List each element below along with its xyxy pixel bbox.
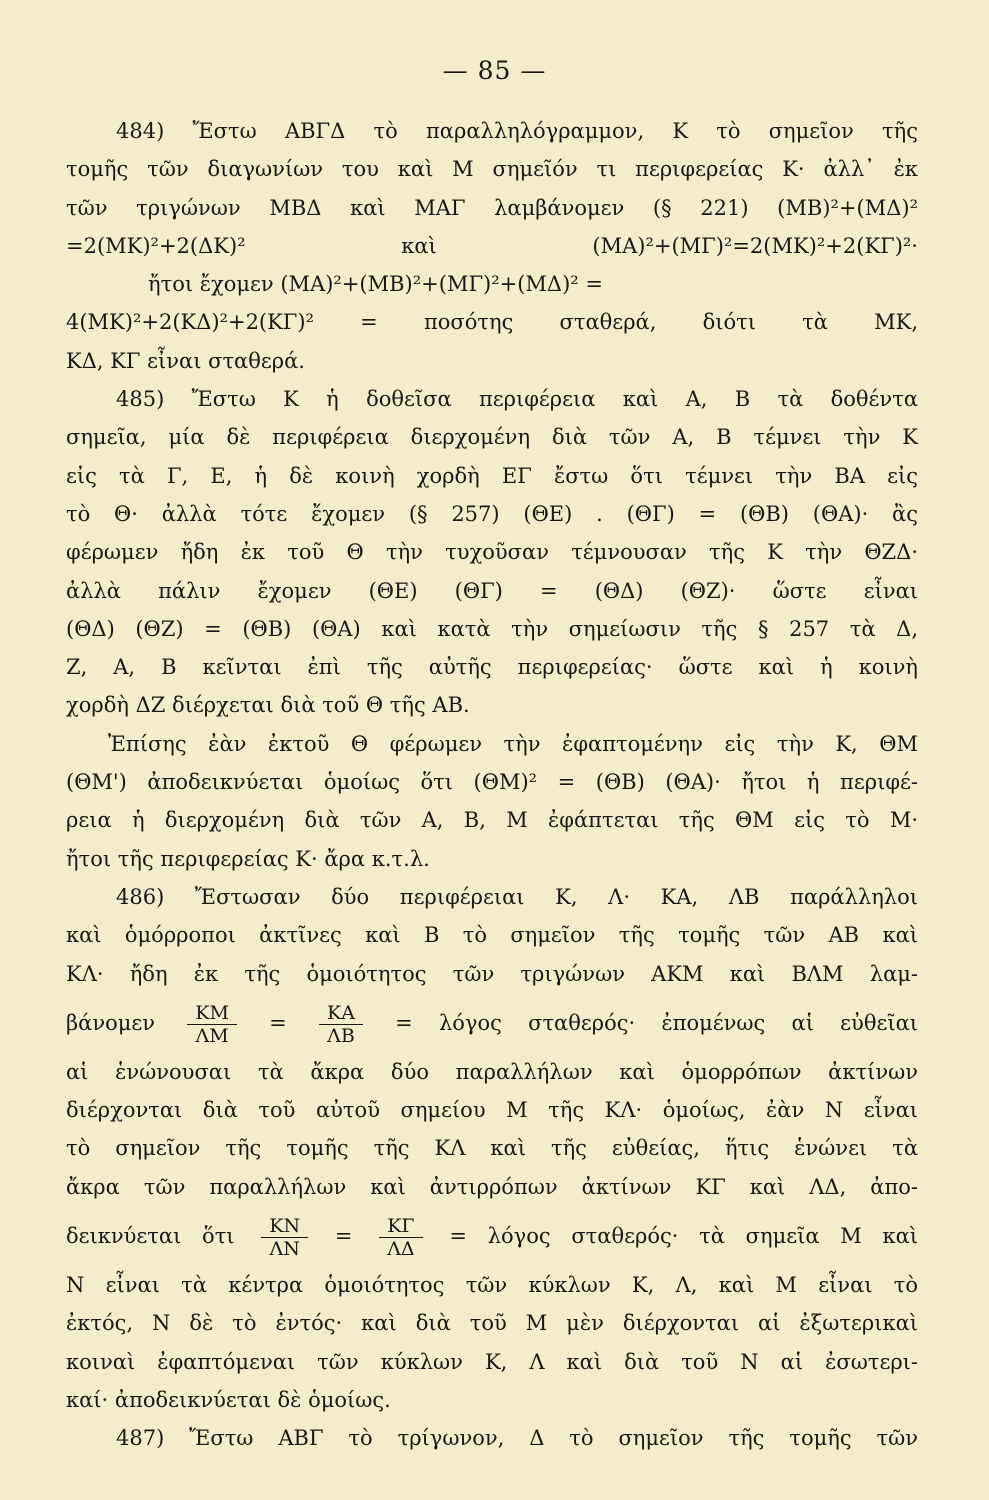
text-line: 484) Ἔστω ΑΒΓΔ τὸ παραλληλόγραμμον, Κ τὸ σημεῖον τῆς bbox=[116, 119, 918, 143]
fraction-numerator: ΚΓ bbox=[379, 1215, 422, 1238]
fraction-numerator: ΚΜ bbox=[187, 1002, 237, 1025]
text-line: =2(ΜΚ)²+2(ΔΚ)² καὶ (ΜΑ)²+(ΜΓ)²=2(ΜΚ)²+2(ΚΓ)²· bbox=[66, 233, 918, 258]
text-line: ΚΔ, ΚΓ εἶναι σταθερά. bbox=[66, 348, 305, 373]
text-line: καί· ἀποδεικνύεται δὲ ὁμοίως. bbox=[66, 1387, 391, 1412]
text-line: κοιναὶ ἐφαπτόμεναι τῶν κύκλων Κ, Λ καὶ διὰ τοῦ Ν αἱ ἐσωτερι- bbox=[66, 1349, 918, 1374]
text-line: τὸ σημεῖον τῆς τομῆς τῆς ΚΛ καὶ τῆς εὐθείας, ἥτις ἑνώνει τὰ bbox=[66, 1136, 918, 1161]
text-line: 486) Ἔστωσαν δύο περιφέρειαι Κ, Λ· ΚΑ, ΛΒ παράλληλοι bbox=[116, 884, 918, 909]
equation-tail: = λόγος σταθερός· τὰ σημεῖα Μ καὶ bbox=[449, 1224, 918, 1249]
text-line: ἐκτός, Ν δὲ τὸ ἐντός· καὶ διὰ τοῦ Μ μὲν διέρχονται αἱ ἐξωτερικαὶ bbox=[66, 1311, 918, 1336]
text-line: 4(ΜΚ)²+2(ΚΔ)²+2(ΚΓ)² = ποσότης σταθερά, διότι τὰ ΜΚ, bbox=[66, 310, 918, 335]
fraction-numerator: ΚΝ bbox=[261, 1215, 308, 1238]
text-line: χορδὴ ΔΖ διέρχεται διὰ τοῦ Θ τῆς ΑΒ. bbox=[66, 693, 470, 718]
text-line: σημεῖα, μία δὲ περιφέρεια διερχομένη διὰ τῶν Α, Β τέμνει τὴν Κ bbox=[66, 425, 918, 450]
fraction-numerator: ΚΑ bbox=[319, 1002, 363, 1025]
equals-sign: = bbox=[269, 1010, 287, 1035]
text-line: (ΘΔ) (ΘΖ) = (ΘΒ) (ΘΑ) καὶ κατὰ τὴν σημείωσιν τῆς § 257 τὰ Δ, bbox=[66, 616, 918, 641]
equation-lead: δεικνύεται ὅτι bbox=[66, 1224, 235, 1249]
text-line: Ἐπίσης ἐὰν ἐκτοῦ Θ φέρωμεν τὴν ἐφαπτομένην εἰς τὴν Κ, ΘΜ bbox=[108, 731, 918, 756]
text-line: (ΘΜ') ἀποδεικνύεται ὁμοίως ὅτι (ΘΜ)² = (ΘΒ) (ΘΑ)· ἤτοι ἡ περιφέ- bbox=[66, 770, 918, 795]
text-line: τῶν τριγώνων ΜΒΔ καὶ ΜΑΓ λαμβάνομεν (§ 221) (ΜΒ)²+(ΜΔ)² bbox=[66, 195, 918, 220]
text-line: φέρωμεν ἤδη ἐκ τοῦ Θ τὴν τυχοῦσαν τέμνουσαν τῆς Κ τὴν ΘΖΔ· bbox=[66, 540, 918, 565]
text-line: ρεια ἡ διερχομένη διὰ τῶν Α, Β, Μ ἐφάπτεται τῆς ΘΜ εἰς τὸ Μ· bbox=[66, 808, 918, 833]
text-line: ἀλλὰ πάλιν ἔχομεν (ΘΕ) (ΘΓ) = (ΘΔ) (ΘΖ)· ὥστε εἶναι bbox=[66, 578, 918, 603]
fraction-denominator: ΛΜ bbox=[195, 1024, 229, 1047]
text-line: ἤτοι τῆς περιφερείας Κ· ἄρα κ.τ.λ. bbox=[66, 846, 430, 871]
page-body bbox=[66, 112, 918, 1458]
fraction-denominator: ΛΔ bbox=[387, 1238, 415, 1261]
page-number: — 85 — bbox=[442, 56, 547, 85]
text-line: εἰς τὰ Γ, Ε, ἡ δὲ κοινὴ χορδὴ ΕΓ ἔστω ὅτι τέμνει τὴν ΒΑ εἰς bbox=[66, 463, 918, 488]
text-line: 487) Ἔστω ΑΒΓ τὸ τρίγωνον, Δ τὸ σημεῖον τῆς τομῆς τῶν bbox=[116, 1426, 918, 1451]
text-line: τομῆς τῶν διαγωνίων του καὶ Μ σημεῖόν τι περιφερείας Κ· ἀλλ᾽ ἐκ bbox=[66, 157, 918, 182]
text-line: ΚΛ· ἤδη ἐκ τῆς ὁμοιότητος τῶν τριγώνων ΑΚΜ καὶ ΒΛΜ λαμ- bbox=[66, 961, 918, 986]
equals-sign: = bbox=[334, 1224, 353, 1249]
fraction-denominator: ΛΒ bbox=[327, 1024, 355, 1047]
text-line: τὸ Θ· ἀλλὰ τότε ἔχομεν (§ 257) (ΘΕ) . (ΘΓ) = (ΘΒ) (ΘΑ)· ἂς bbox=[66, 501, 918, 526]
equation-tail: = λόγος σταθερός· ἐπομένως αἱ εὐθεῖαι bbox=[395, 1010, 918, 1035]
equation-line bbox=[66, 993, 918, 1053]
fraction bbox=[319, 1002, 363, 1047]
text-line: ἄκρα τῶν παραλλήλων καὶ ἀντιρρόπων ἀκτίνων ΚΓ καὶ ΛΔ, ἀπο- bbox=[66, 1174, 918, 1199]
text-line: 485) Ἔστω Κ ἡ δοθεῖσα περιφέρεια καὶ Α, Β τὰ δοθέντα bbox=[116, 387, 918, 412]
text-line: Ν εἶναι τὰ κέντρα ὁμοιότητος τῶν κύκλων Κ, Λ, καὶ Μ εἶναι τὸ bbox=[66, 1273, 918, 1298]
equation-line bbox=[66, 1206, 918, 1266]
fraction bbox=[261, 1215, 308, 1260]
fraction bbox=[379, 1215, 422, 1260]
fraction bbox=[187, 1002, 237, 1047]
text-line: διέρχονται διὰ τοῦ αὐτοῦ σημείου Μ τῆς ΚΛ· ὁμοίως, ἐὰν Ν εἶναι bbox=[66, 1098, 918, 1123]
text-line: ἤτοι ἔχομεν (ΜΑ)²+(ΜΒ)²+(ΜΓ)²+(ΜΔ)² = bbox=[148, 272, 603, 297]
text-line: καὶ ὁμόρροποι ἀκτῖνες καὶ Β τὸ σημεῖον τῆς τομῆς τῶν ΑΒ καὶ bbox=[66, 923, 918, 948]
equation-lead: βάνομεν bbox=[66, 1010, 156, 1035]
text-line: αἱ ἑνώνουσαι τὰ ἄκρα δύο παραλλήλων καὶ ὁμορρόπων ἀκτίνων bbox=[66, 1059, 918, 1084]
fraction-denominator: ΛΝ bbox=[269, 1238, 300, 1261]
text-line: Ζ, Α, Β κεῖνται ἐπὶ τῆς αὐτῆς περιφερείας· ὥστε καὶ ἡ κοινὴ bbox=[66, 655, 918, 680]
